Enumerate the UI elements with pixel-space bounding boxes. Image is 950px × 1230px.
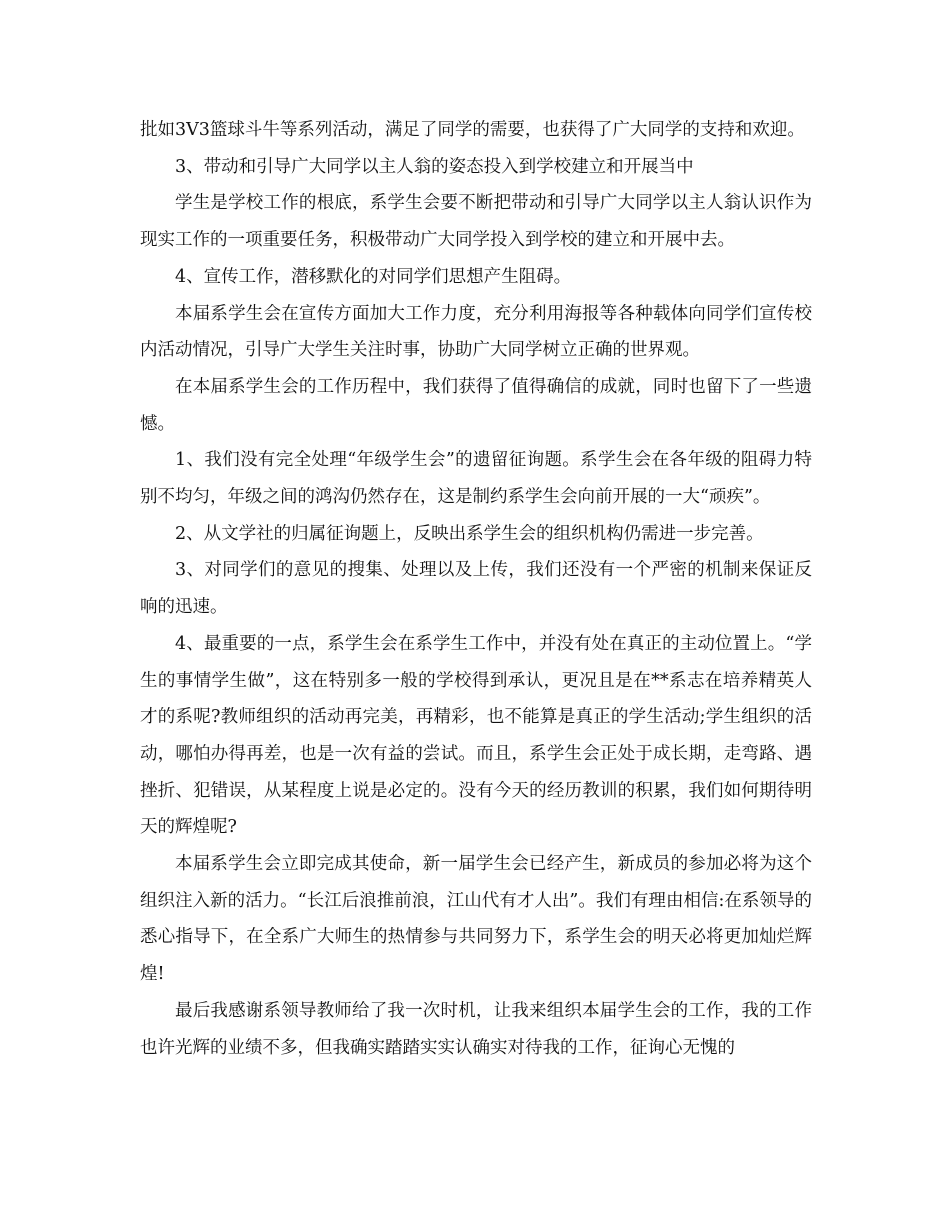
paragraph-item-1: 1、我们没有完全处理“年级学生会”的遗留征询题。系学生会在各年级的阻碍力特别不均匀，年级之间的鸿沟仍然存在，这是制约系学生会向前开展的一大“顽疾”。: [140, 450, 812, 508]
paragraph-item-3: 3、对同学们的意见的搜集、处理以及上传，我们还没有一个严密的机制来保证反响的迅速。: [140, 560, 812, 618]
paragraph-body: 在本届系学生会的工作历程中，我们获得了值得确信的成就，同时也留下了一些遗憾。: [140, 376, 812, 434]
paragraph-item-4: 4、最重要的一点，系学生会在系学生工作中，并没有处在真正的主动位置上。“学生的事情学生做”，这在特别多一般的学校得到承认，更况且是在**系志在培养精英人才的系呢?教师组织的活动再完美，再精彩，也不能算是真正的学生活动;学生组织的活动，哪怕办得再差，也是一次有益的尝试。而且，系学生会正处于成长期，走弯路、遇挫折、犯错误，从某程度上说是必定的。没有今天的经历教训的积累，我们如何期待明天的辉煌呢?: [140, 633, 812, 838]
paragraph-body: 本届系学生会在宣传方面加大工作力度，充分利用海报等各种载体向同学们宣传校内活动情况，引导广大学生关注时事，协助广大同学树立正确的世界观。: [140, 303, 812, 361]
paragraph-body: 本届系学生会立即完成其使命，新一届学生会已经产生，新成员的参加必将为这个组织注入新的活力。“长江后浪推前浪，江山代有才人出”。我们有理由相信:在系领导的悉心指导下，在全系广大师生的热情参与共同努力下，系学生会的明天必将更加灿烂辉煌!: [140, 854, 812, 985]
paragraph-heading-3: 3、带动和引导广大同学以主人翁的姿态投入到学校建立和开展当中: [175, 156, 694, 177]
paragraph-item-2: 2、从文学社的归属征询题上，反映出系学生会的组织机构仍需进一步完善。: [175, 523, 764, 544]
paragraph-body: 学生是学校工作的根底，系学生会要不断把带动和引导广大同学以主人翁认识作为现实工作的一项重要任务，积极带动广大同学投入到学校的建立和开展中去。: [140, 193, 812, 251]
paragraph-body: 最后我感谢系领导教师给了我一次时机，让我来组织本届学生会的工作，我的工作也许光辉的业绩不多，但我确实踏踏实实认确实对待我的工作，征询心无愧的: [140, 1000, 812, 1058]
paragraph-heading-4: 4、宣传工作，潜移默化的对同学们思想产生阻碍。: [175, 266, 572, 287]
paragraph-continued: 批如3V3篮球斗牛等系列活动，满足了同学的需要，也获得了广大同学的支持和欢迎。: [140, 120, 805, 140]
